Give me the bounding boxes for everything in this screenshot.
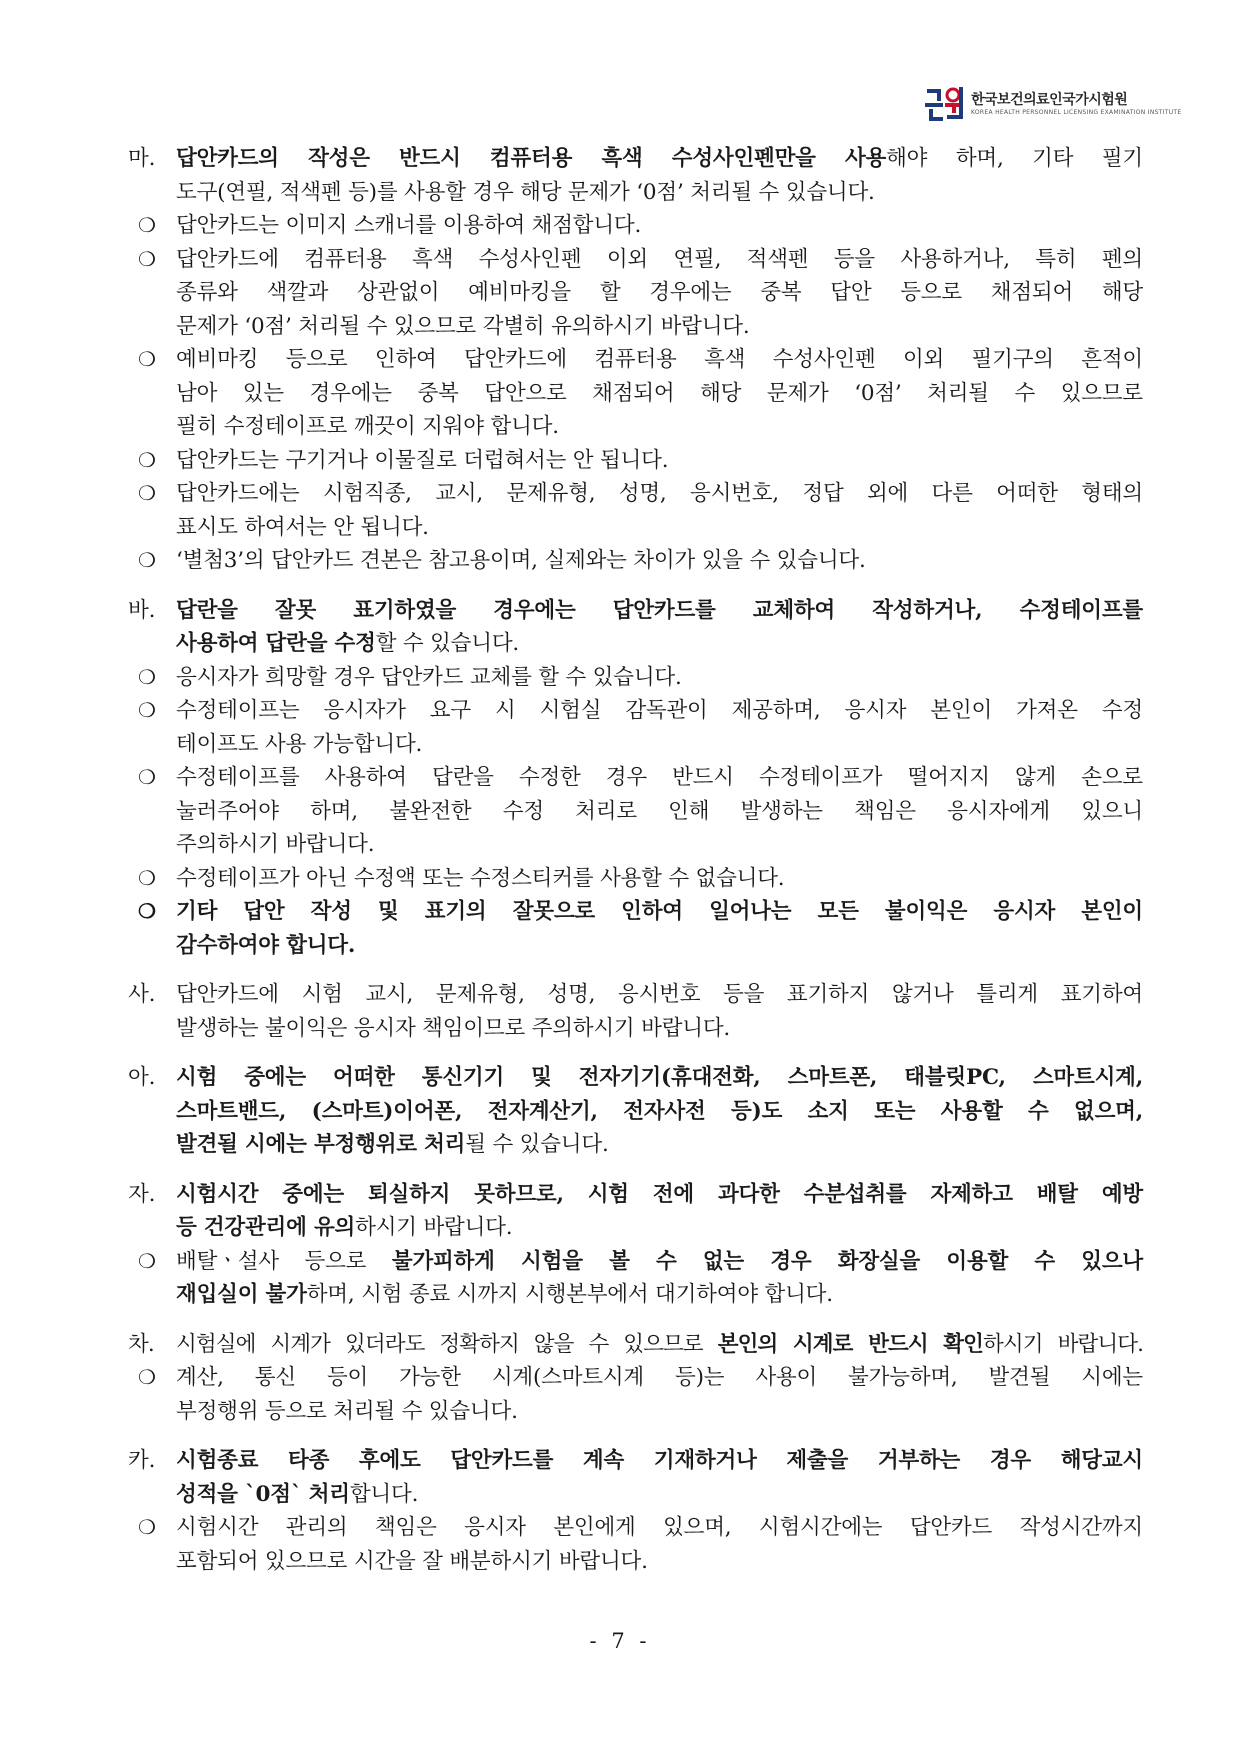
emphasis-text: 시험종료 타종 후에도 답안카드를 계속 기재하거나 제출을 거부하는 경우 해당교시 <box>176 1448 1143 1473</box>
body-text: 답안카드에 시험 교시, 문제유형, 성명, 응시번호 등을 표기하지 않거나 틀리게 표기하여 <box>176 982 1143 1007</box>
emphasis-text: 성적을 `0점` 처리 <box>176 1481 350 1507</box>
section-marker: 카. <box>128 1448 156 1473</box>
section-ba <box>128 594 1143 963</box>
bullet-item: ❍ 수정테이프가 아닌 수정액 또는 수정스티커를 사용할 수 없습니다. <box>128 862 1143 896</box>
bullet-continuation: 재입실이 불가하며, 시험 종료 시까지 시행본부에서 대기하여야 합니다. <box>176 1282 833 1307</box>
body-text: 발생하는 불이익은 응시자 책임이므로 주의하시기 바랍니다. <box>176 1015 731 1041</box>
body-text: 합니다. <box>349 1481 419 1507</box>
section-ma <box>128 142 1143 578</box>
body-text: 시험실에 시계가 있더라도 정확하지 않을 수 있으므로 <box>176 1331 718 1357</box>
emphasis-text: 시험 중에는 어떠한 통신기기 및 전자기기(휴대전화, 스마트폰, 태블릿PC, 스마트시계, <box>176 1065 1143 1090</box>
bullet-item: ❍ 배탈ㆍ설사 등으로 불가피하게 시험을 볼 수 없는 경우 화장실을 이용할 수 있으나 <box>128 1245 1143 1279</box>
bullet-circle-icon: ❍ <box>138 548 156 572</box>
bullet-circle-icon: ❍ <box>138 447 156 472</box>
body-text: 될 수 있습니다. <box>465 1132 609 1157</box>
emphasis-text: 본인의 시계로 반드시 확인 <box>717 1331 984 1357</box>
bullet-item: ❍ 수정테이프는 응시자가 요구 시 시험실 감독관이 제공하며, 응시자 본인이 가져온 수정 <box>128 694 1143 728</box>
body-text: 하시기 바랍니다. <box>355 1215 513 1240</box>
bullet-continuation: 필히 수정테이프로 깨끗이 지워야 합니다. <box>176 414 559 439</box>
institute-logo <box>925 84 1182 124</box>
bullet-circle-icon: ❍ <box>138 246 156 271</box>
emphasis-text: 답란을 잘못 표기하였을 경우에는 답안카드를 교체하여 작성하거나, 수정테이프를 <box>176 597 1143 623</box>
body-text: 해야 하며, 기타 필기 <box>886 146 1143 171</box>
bullet-circle-icon: ❍ <box>138 1248 156 1273</box>
bullet-continuation: 감수하여야 합니다. <box>176 932 356 958</box>
bullet-item: ❍ 예비마킹 등으로 인하여 답안카드에 컴퓨터용 흑색 수성사인펜 이외 필기구의 흔적이 <box>128 343 1143 377</box>
emphasis-text: 발견될 시에는 부정행위로 처리 <box>176 1132 466 1157</box>
emphasis-text: 사용하여 답란을 수정 <box>176 631 376 656</box>
bullet-circle-icon: ❍ <box>138 213 156 237</box>
bullet-item: ❍ 기타 답안 작성 및 표기의 잘못으로 인하여 일어나는 모든 불이익은 응시자 본인이 <box>128 895 1143 929</box>
bullet-circle-icon: ❍ <box>138 899 156 923</box>
page-number: - 7 - <box>589 1629 651 1653</box>
kuksiwon-logo-icon <box>925 85 965 123</box>
section-marker: 아. <box>128 1065 156 1090</box>
bullet-circle-icon: ❍ <box>138 347 156 371</box>
bullet-continuation: 종류와 색깔과 상관없이 예비마킹을 할 경우에는 중복 답안 등으로 채점되어 해당 <box>176 280 1143 305</box>
bullet-continuation: 남아 있는 경우에는 중복 답안으로 채점되어 해당 문제가 ‘0점’ 처리될 수 있으므로 <box>176 380 1143 406</box>
section-cha <box>128 1328 1143 1429</box>
body-text: 하시기 바랍니다. <box>983 1331 1144 1357</box>
body-text: 도구(연필, 적색펜 등)를 사용할 경우 해당 문제가 ‘0점’ 처리될 수 있습니다. <box>176 179 875 205</box>
emphasis-text: 답안카드의 작성은 반드시 컴퓨터용 흑색 수성사인펜만을 사용 <box>176 146 887 171</box>
bullet-circle-icon: ❍ <box>138 865 156 890</box>
bullet-circle-icon: ❍ <box>138 698 156 722</box>
notice-content <box>128 142 1143 1594</box>
bullet-continuation: 부정행위 등으로 처리될 수 있습니다. <box>176 1398 518 1424</box>
section-ka <box>128 1444 1143 1578</box>
bullet-circle-icon: ❍ <box>138 481 156 505</box>
bullet-item: ❍ ‘별첨3’의 답안카드 견본은 참고용이며, 실제와는 차이가 있을 수 있습니다. <box>128 544 1143 578</box>
bullet-item: ❍ 수정테이프를 사용하여 답란을 수정한 경우 반드시 수정테이프가 떨어지지 않게 손으로 <box>128 761 1143 795</box>
logo-korean-name: 한국보건의료인국가시험원 <box>971 91 1128 108</box>
bullet-continuation: 문제가 ‘0점’ 처리될 수 있으므로 각별히 유의하시기 바랍니다. <box>176 313 750 339</box>
bullet-item: ❍ 계산, 통신 등이 가능한 시계(스마트시계 등)는 사용이 불가능하며, 발견될 시에는 <box>128 1361 1143 1395</box>
body-text: 할 수 있습니다. <box>375 631 520 656</box>
section-marker: 자. <box>128 1181 156 1207</box>
emphasis-text: 스마트밴드, (스마트)이어폰, 전자계산기, 전자사전 등)도 소지 또는 사용할 수 없으며, <box>176 1098 1143 1124</box>
bullet-continuation: 테이프도 사용 가능합니다. <box>176 731 423 757</box>
section-a <box>128 1061 1143 1162</box>
section-sa <box>128 978 1143 1045</box>
bullet-circle-icon: ❍ <box>138 664 156 689</box>
bullet-item: ❍ 답안카드에 컴퓨터용 흑색 수성사인펜 이외 연필, 적색펜 등을 사용하거나, 특히 펜의 <box>128 243 1143 277</box>
bullet-continuation: 주의하시기 바랍니다. <box>176 832 375 857</box>
section-marker: 마. <box>128 146 156 171</box>
bullet-item: ❍ 응시자가 희망할 경우 답안카드 교체를 할 수 있습니다. <box>128 661 1143 695</box>
section-ja <box>128 1178 1143 1312</box>
logo-english-name: KOREA HEALTH PERSONNEL LICENSING EXAMINATION INSTITUTE <box>971 108 1182 116</box>
bullet-item: ❍ 답안카드는 구기거나 이물질로 더럽혀서는 안 됩니다. <box>128 444 1143 478</box>
bullet-continuation: 표시도 하여서는 안 됩니다. <box>176 514 429 540</box>
bullet-continuation: 포함되어 있으므로 시간을 잘 배분하시기 바랍니다. <box>176 1548 648 1574</box>
bullet-item: ❍ 답안카드에는 시험직종, 교시, 문제유형, 성명, 응시번호, 정답 외에 다른 어떠한 형태의 <box>128 477 1143 511</box>
section-marker: 사. <box>128 982 156 1007</box>
section-marker: 바. <box>128 597 156 623</box>
bullet-continuation: 눌러주어야 하며, 불완전한 수정 처리로 인해 발생하는 책임은 응시자에게 있으니 <box>176 798 1143 824</box>
bullet-circle-icon: ❍ <box>138 765 156 789</box>
section-marker: 차. <box>128 1331 154 1357</box>
bullet-item: ❍ 답안카드는 이미지 스캐너를 이용하여 채점합니다. <box>128 209 1143 243</box>
bullet-item: ❍ 시험시간 관리의 책임은 응시자 본인에게 있으며, 시험시간에는 답안카드 작성시간까지 <box>128 1511 1143 1545</box>
emphasis-text: 등 건강관리에 유의 <box>176 1215 356 1240</box>
emphasis-text: 시험시간 중에는 퇴실하지 못하므로, 시험 전에 과다한 수분섭취를 자제하고 배탈 예방 <box>176 1181 1143 1207</box>
bullet-circle-icon: ❍ <box>138 1365 156 1389</box>
bullet-circle-icon: ❍ <box>138 1515 156 1539</box>
